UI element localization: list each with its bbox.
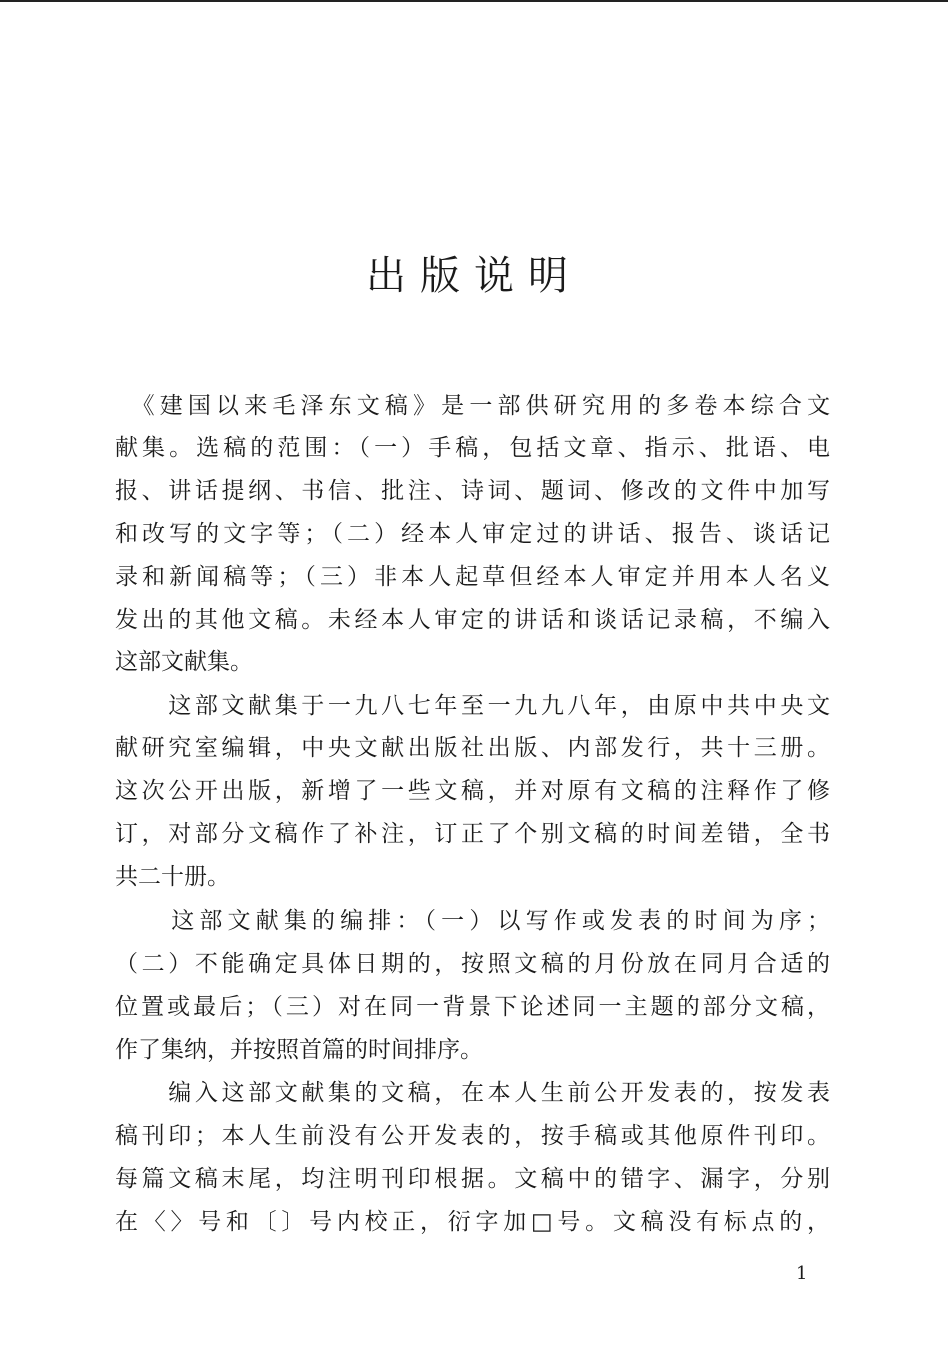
page-title: 出版说明 — [366, 253, 582, 299]
paragraph-1-line-4: 和改写的文字等；（二）经本人审定过的讲话、报告、谈话记 — [115, 521, 830, 547]
paragraph-3-line-1: 这部文献集的编排：（一）以写作或发表的时间为序； — [115, 908, 830, 934]
paragraph-1-line-2: 献集。选稿的范围：（一）手稿，包括文章、指示、批语、电 — [115, 435, 830, 461]
paragraph-2-line-4: 订，对部分文稿作了补注，订正了个别文稿的时间差错，全书 — [115, 821, 830, 847]
paragraph-3-line-3: 位置或最后；（三）对在同一背景下论述同一主题的部分文稿， — [115, 994, 830, 1020]
paragraph-2-line-3: 这次公开出版，新增了一些文稿，并对原有文稿的注释作了修 — [115, 778, 830, 804]
top-border-rule — [0, 0, 948, 2]
page-number: 1 — [796, 1263, 808, 1284]
paragraph-1-line-6: 发出的其他文稿。未经本人审定的讲话和谈话记录稿，不编入 — [115, 607, 830, 633]
paragraph-4-line-2: 稿刊印；本人生前没有公开发表的，按手稿或其他原件刊印。 — [115, 1123, 830, 1149]
paragraph-2-line-1: 这部文献集于一九八七年至一九九八年，由原中共中央文 — [115, 693, 830, 719]
paragraph-1-line-3: 报、讲话提纲、书信、批注、诗词、题词、修改的文件中加写 — [115, 478, 830, 504]
paragraph-3-line-4: 作了集纳，并按照首篇的时间排序。 — [115, 1037, 483, 1063]
paragraph-1-line-1: 《建国以来毛泽东文稿》是一部供研究用的多卷本综合文 — [115, 393, 830, 419]
paragraph-2-line-5: 共二十册。 — [115, 864, 230, 890]
paragraph-4-line-4: 在〈〉号和〔〕号内校正，衍字加□号。文稿没有标点的， — [115, 1209, 830, 1235]
paragraph-2-line-2: 献研究室编辑，中央文献出版社出版、内部发行，共十三册。 — [115, 735, 830, 761]
paragraph-1-line-7: 这部文献集。 — [115, 649, 253, 675]
paragraph-4-line-1: 编入这部文献集的文稿，在本人生前公开发表的，按发表 — [115, 1080, 830, 1106]
paragraph-1-line-5: 录和新闻稿等；（三）非本人起草但经本人审定并用本人名义 — [115, 564, 830, 590]
paragraph-3-line-2: （二）不能确定具体日期的，按照文稿的月份放在同月合适的 — [115, 951, 830, 977]
paragraph-4-line-3: 每篇文稿末尾，均注明刊印根据。文稿中的错字、漏字，分别 — [115, 1166, 830, 1192]
